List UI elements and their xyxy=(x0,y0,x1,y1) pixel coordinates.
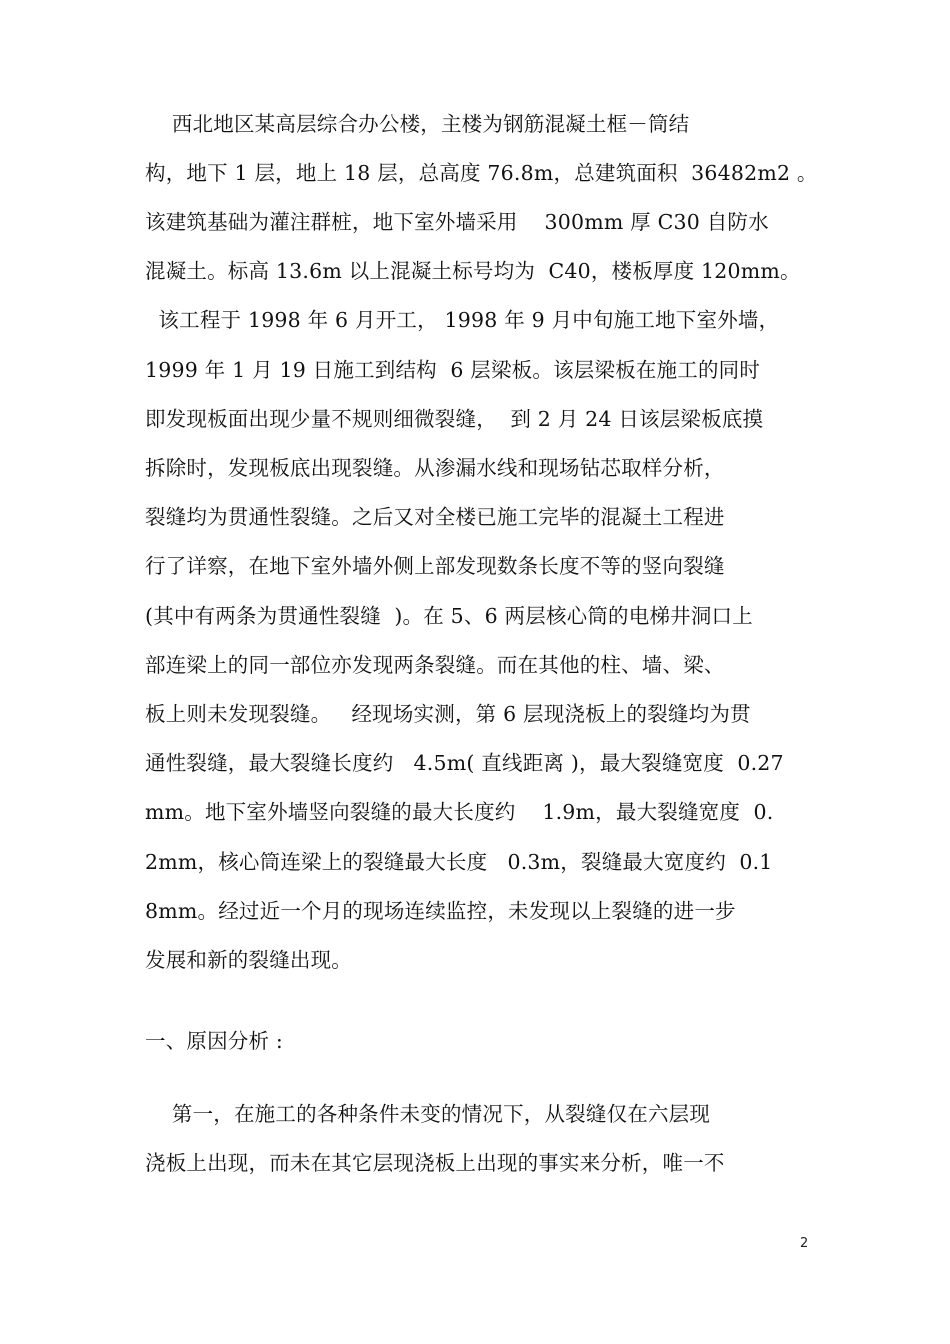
text-line: 即发现板面出现少量不规则细微裂缝， 到 2 月 24 日该层梁板底摸 xyxy=(145,407,764,431)
text-line: 板上则未发现裂缝。 经现场实测，第 6 层现浇板上的裂缝均为贯 xyxy=(145,702,751,726)
text-line: 拆除时，发现板底出现裂缝。从渗漏水线和现场钻芯取样分析， xyxy=(145,456,725,480)
section-heading: 一、原因分析 : xyxy=(145,1029,284,1053)
text-line: (其中有两条为贯通性裂缝 )。在 5、6 两层核心筒的电梯井洞口上 xyxy=(145,604,753,628)
text-line: 该建筑基础为灌注群桩，地下室外墙采用 300mm 厚 C30 自防水 xyxy=(145,210,769,234)
text-line: 混凝土。标高 13.6m 以上混凝土标号均为 C40，楼板厚度 120mm。 xyxy=(145,259,801,283)
text-line: 第一，在施工的各种条件未变的情况下，从裂缝仅在六层现 xyxy=(145,1102,711,1126)
text-line: 8mm。经过近一个月的现场连续监控，未发现以上裂缝的进一步 xyxy=(145,899,736,923)
text-line: 裂缝均为贯通性裂缝。之后又对全楼已施工完毕的混凝土工程进 xyxy=(145,505,725,529)
text-line: 发展和新的裂缝出现。 xyxy=(145,948,352,972)
text-line: 构，地下 1 层，地上 18 层，总高度 76.8m，总建筑面积 36482m2 。 xyxy=(145,161,818,185)
text-line: 浇板上出现，而未在其它层现浇板上出现的事实来分析，唯一不 xyxy=(145,1151,725,1175)
text-line: 通性裂缝，最大裂缝长度约 4.5m( 直线距离 )，最大裂缝宽度 0.27 xyxy=(145,751,784,775)
text-line: 2mm，核心筒连梁上的裂缝最大长度 0.3m，裂缝最大宽度约 0.1 xyxy=(145,850,773,874)
text-line: 1999 年 1 月 19 日施工到结构 6 层梁板。该层梁板在施工的同时 xyxy=(145,358,761,382)
page-number: 2 xyxy=(800,1236,809,1251)
text-line: mm。地下室外墙竖向裂缝的最大长度约 1.9m，最大裂缝宽度 0. xyxy=(145,800,774,824)
text-line: 行了详察，在地下室外墙外侧上部发现数条长度不等的竖向裂缝 xyxy=(145,554,725,578)
text-line: 西北地区某高层综合办公楼，主楼为钢筋混凝土框－筒结 xyxy=(145,112,690,136)
text-line: 该工程于 1998 年 6 月开工， 1998 年 9 月中旬施工地下室外墙， xyxy=(145,308,780,332)
text-line: 部连梁上的同一部位亦发现两条裂缝。而在其他的柱、墙、梁、 xyxy=(145,653,725,677)
